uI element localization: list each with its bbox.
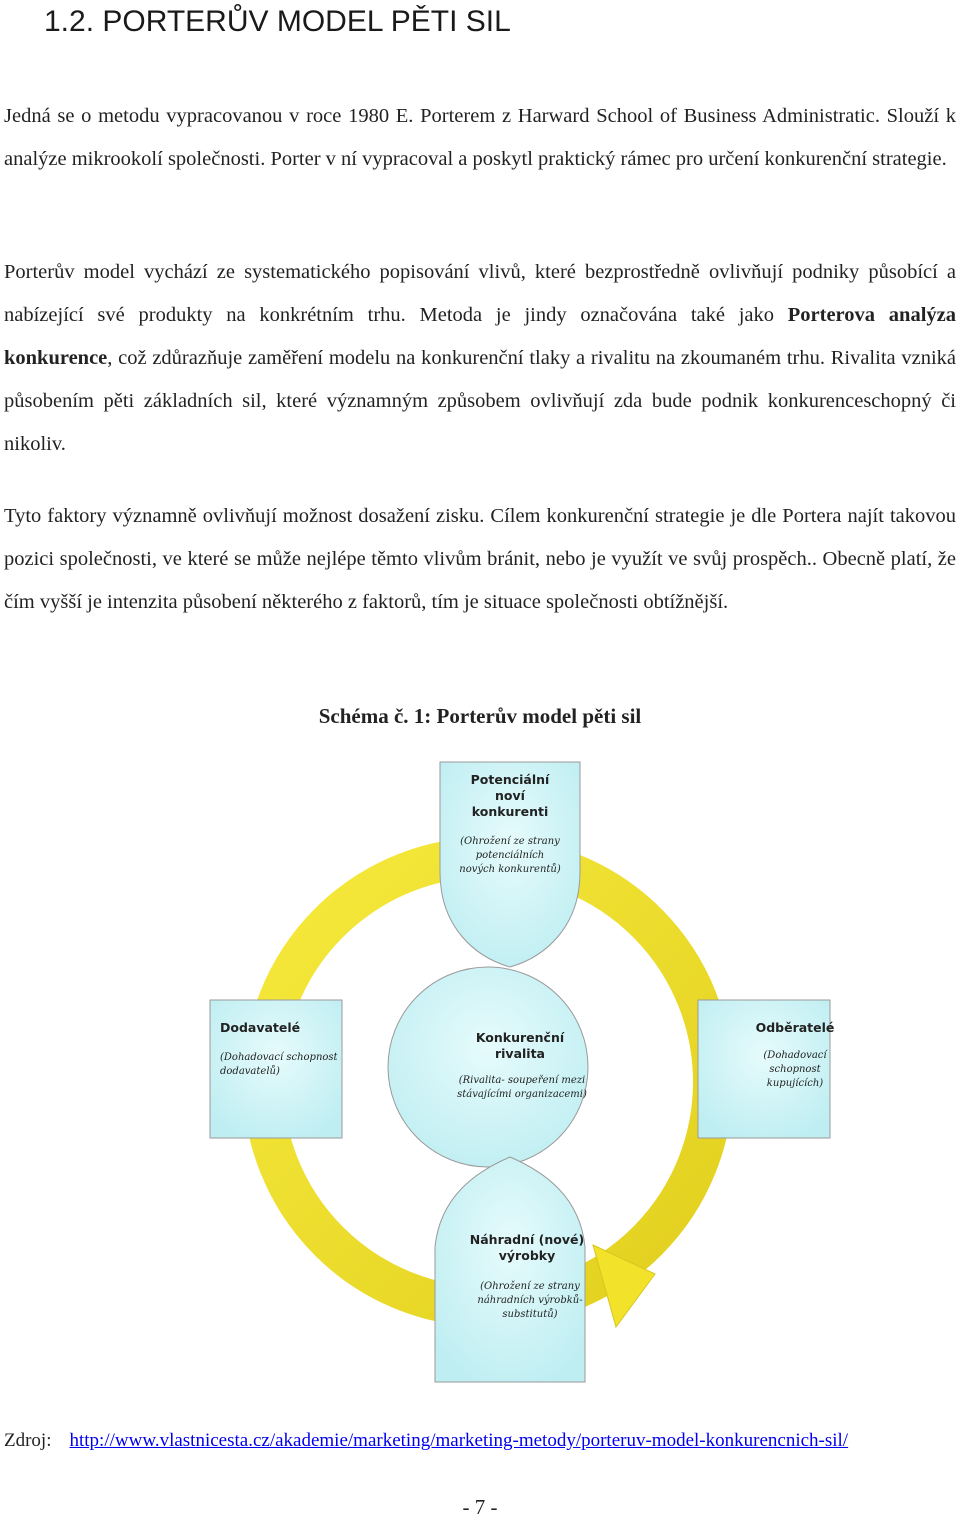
left-title: Dodavatelé [220,1020,301,1035]
paragraph-model-text-a: Porterův model vychází ze systematického popisování vlivů, které bezprostředně ovlivňují podniky působící a nabízející své produkty na konkrétním trhu. Metoda je jindy označována také jako [4,261,956,326]
center-sub-2: stávajícími organizacemi) [457,1089,587,1100]
section-heading: 1.2. PORTERŮV MODEL PĚTI SIL [44,5,511,38]
bottom-title-1: Náhradní (nové) [469,1232,585,1247]
source-label: Zdroj: [4,1430,52,1451]
left-sub-1: (Dohadovací schopnost [220,1052,338,1063]
bottom-sub-1: (Ohrožení ze strany [480,1281,580,1292]
paragraph-factors: Tyto faktory významně ovlivňují možnost dosažení zisku. Cílem konkurenční strategie je dle Portera najít takovou pozici společnosti, ve které se může nejlépe těmto vlivům bránit, nebo je využít ve svůj prospěch.. Obecně platí, že čím vyšší je intenzita působení některého z faktorů, tím je situace společnosti obtížnější. [4,505,956,613]
paragraph-model-bold: Porterova analýza konkurence [4,304,956,369]
bottom-sub-3: substitutů) [502,1309,558,1320]
diagram-caption: Schéma č. 1: Porterův model pěti sil [318,704,642,728]
paragraph-model-text-b: , což zdůrazňuje zaměření modelu na konkurenční tlaky a rivalitu na zkoumaném trhu. Rivalita vzniká působením pěti základních sil, které významným způsobem ovlivňují zda bude podnik konkurenceschopný či nikoliv. [4,347,956,455]
source-link[interactable]: http://www.vlastnicesta.cz/akademie/marketing/marketing-metody/porteruv-model-konkurencnich-sil/ [69,1430,849,1451]
center-title-1: Konkurenční [475,1030,565,1045]
bottom-sub-2: náhradních výrobků- [477,1295,583,1306]
center-sub-1: (Rivalita- soupeření mezi [458,1075,586,1086]
top-title-2: noví [495,788,525,803]
right-sub-3: kupujících) [766,1078,824,1089]
top-sub-1: (Ohrožení ze strany [460,836,560,847]
bottom-title-2: výrobky [498,1248,556,1263]
shape-center [388,967,588,1167]
right-sub-1: (Dohadovací [763,1050,827,1061]
right-sub-2: schopnost [769,1064,821,1075]
top-sub-2: potenciálních [475,850,545,861]
paragraph-intro: Jedná se o metodu vypracovanou v roce 1980 E. Porterem z Harward School of Business Administratic. Slouží k analýze mikrookolí společnosti. Porter v ní vypracoval a poskytl praktický rámec pro určení konkurenční strategie. [4,105,956,170]
top-title-3: konkurenti [471,804,549,819]
top-sub-3: nových konkurentů) [459,864,561,875]
left-sub-2: dodavatelů) [220,1066,280,1077]
page-number: - 7 - [462,1495,498,1519]
shape-bottom [435,1157,585,1382]
source-line [4,1426,848,1456]
top-title-1: Potenciální [470,772,550,787]
five-forces-diagram [150,752,850,1402]
center-title-2: rivalita [494,1046,546,1061]
right-title: Odběratelé [755,1020,835,1035]
paragraph-model [4,251,956,466]
